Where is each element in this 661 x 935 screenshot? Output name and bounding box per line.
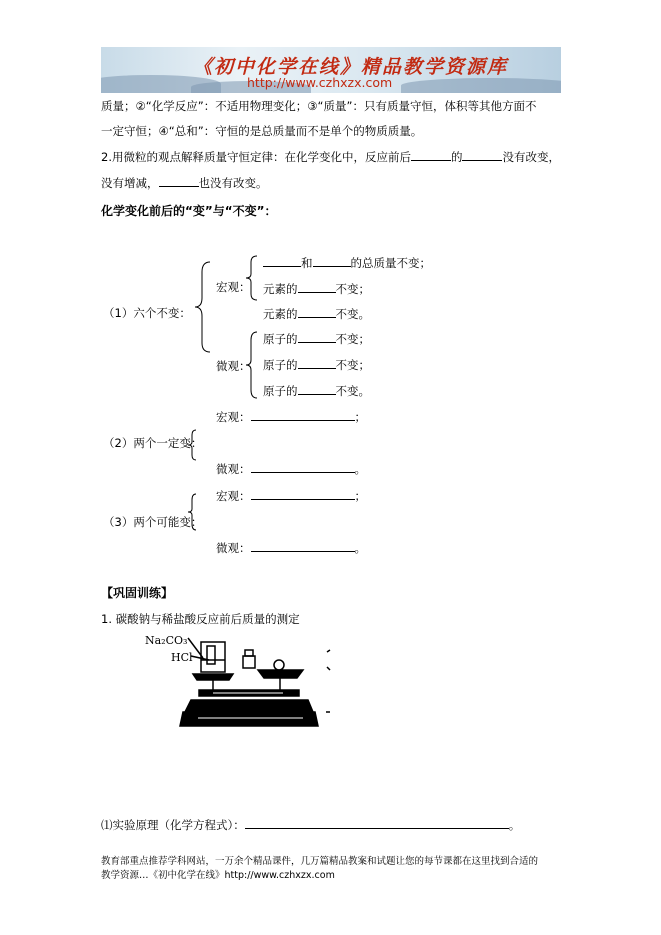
- label-hcl: HCl: [171, 651, 193, 664]
- row-text: 元素的: [263, 307, 298, 321]
- banner-url[interactable]: http://www.czhxzx.com: [247, 75, 393, 90]
- may-micro-row: [216, 541, 366, 555]
- balance-figure: [143, 630, 333, 730]
- row-end: 。: [354, 541, 366, 555]
- footer-line-1: 教育部重点推荐学科网站，一万余个精品课件，几万篇精品教案和试题让您的每节课都在这里找到合适的: [101, 856, 539, 867]
- may-macro-row: [216, 489, 366, 503]
- row-text: 不变。: [335, 307, 370, 321]
- micro-row-1: [263, 332, 370, 346]
- may-macro-label: 宏观：: [216, 489, 251, 503]
- row-text: 的总质量不变；: [350, 256, 431, 270]
- header-banner: [101, 47, 561, 93]
- macro-row-2: [263, 282, 370, 296]
- label-na2co3: Na₂CO₃: [145, 634, 188, 647]
- row-end: ；: [354, 489, 366, 503]
- six-label: （1）六个不变：: [103, 306, 191, 320]
- row-text: 原子的: [263, 332, 298, 346]
- intro-line-2: 一定守恒；④“总和”：守恒的是总质量而不是单个的物质质量。: [101, 124, 423, 138]
- p2-text-c: 没有改变，: [502, 150, 560, 164]
- p2-text-d: 没有增减，: [101, 176, 159, 190]
- must-macro-label: 宏观：: [216, 410, 251, 424]
- must-macro-row: [216, 410, 366, 424]
- must-label: （2）两个一定变：: [103, 436, 203, 450]
- principle-end: 。: [508, 818, 521, 832]
- base-top: [185, 700, 313, 712]
- must-micro-label: 微观：: [216, 462, 251, 476]
- weight-knob: [274, 660, 284, 670]
- six-macro-label: 宏观：: [216, 280, 251, 294]
- base-bottom: [180, 712, 318, 726]
- blank[interactable]: [263, 256, 301, 267]
- blank[interactable]: [298, 332, 336, 343]
- principle-row: [101, 818, 520, 832]
- blank[interactable]: [251, 462, 355, 473]
- may-micro-label: 微观：: [216, 541, 251, 555]
- micro-row-3: [263, 384, 370, 398]
- intro-line-1: 质量；②“化学反应”：不适用物理变化；③“质量”：只有质量守恒，体积等其他方面不: [101, 99, 537, 113]
- must-micro-row: [216, 462, 366, 476]
- test-tube-shape: [207, 646, 215, 664]
- brace-six: [192, 260, 212, 355]
- brace-micro: [243, 330, 259, 400]
- blank[interactable]: [411, 150, 451, 161]
- paragraph-2: [101, 150, 560, 164]
- equation-blank[interactable]: [245, 818, 509, 829]
- blank[interactable]: [159, 176, 199, 187]
- blank[interactable]: [313, 256, 351, 267]
- row-text: 原子的: [263, 358, 298, 372]
- blank[interactable]: [298, 358, 336, 369]
- row-end: 。: [354, 462, 366, 476]
- row-text: 元素的: [263, 282, 298, 296]
- blank[interactable]: [251, 489, 355, 500]
- blank[interactable]: [298, 307, 336, 318]
- six-micro-label: 微观：: [216, 359, 251, 373]
- row-end: ；: [354, 410, 366, 424]
- footer-line-2: 教学资源…《初中化学在线》http://www.czhxzx.com: [101, 870, 335, 881]
- row-text: 和: [301, 256, 313, 270]
- practice-heading: 【巩固训练】: [101, 586, 174, 600]
- left-pan: [193, 674, 233, 680]
- row-text: 不变。: [335, 384, 370, 398]
- weight-block-2: [245, 650, 253, 656]
- p2-text-e: 也没有改变。: [198, 176, 268, 190]
- blank[interactable]: [462, 150, 502, 161]
- blank[interactable]: [298, 384, 336, 395]
- macro-row-3: [263, 307, 370, 321]
- may-label: （3）两个可能变：: [103, 515, 203, 529]
- mark: [327, 667, 330, 670]
- p2-text-b: 的: [450, 150, 463, 164]
- weight-block-1: [243, 656, 255, 668]
- row-text: 原子的: [263, 384, 298, 398]
- banner-title: 《初中化学在线》精品教学资源库: [193, 56, 509, 78]
- paragraph-2-cont: [101, 176, 268, 190]
- row-text: 不变；: [335, 282, 370, 296]
- principle-label: ⑴实验原理（化学方程式）：: [101, 818, 245, 832]
- row-text: 不变；: [335, 358, 370, 372]
- macro-row-1: [263, 256, 431, 270]
- practice-q1: 1. 碳酸钠与稀盐酸反应前后质量的测定: [101, 612, 300, 626]
- section-heading: 化学变化前后的“变”与“不变”：: [101, 204, 277, 218]
- right-pan: [258, 670, 303, 678]
- micro-row-2: [263, 358, 370, 372]
- p2-text-a: 2.用微粒的观点解释质量守恒定律：在化学变化中，反应前后: [101, 150, 411, 164]
- row-text: 不变；: [335, 332, 370, 346]
- brace-macro: [243, 254, 259, 302]
- mark: [327, 650, 330, 652]
- blank[interactable]: [251, 410, 355, 421]
- blank[interactable]: [251, 541, 355, 552]
- blank[interactable]: [298, 282, 336, 293]
